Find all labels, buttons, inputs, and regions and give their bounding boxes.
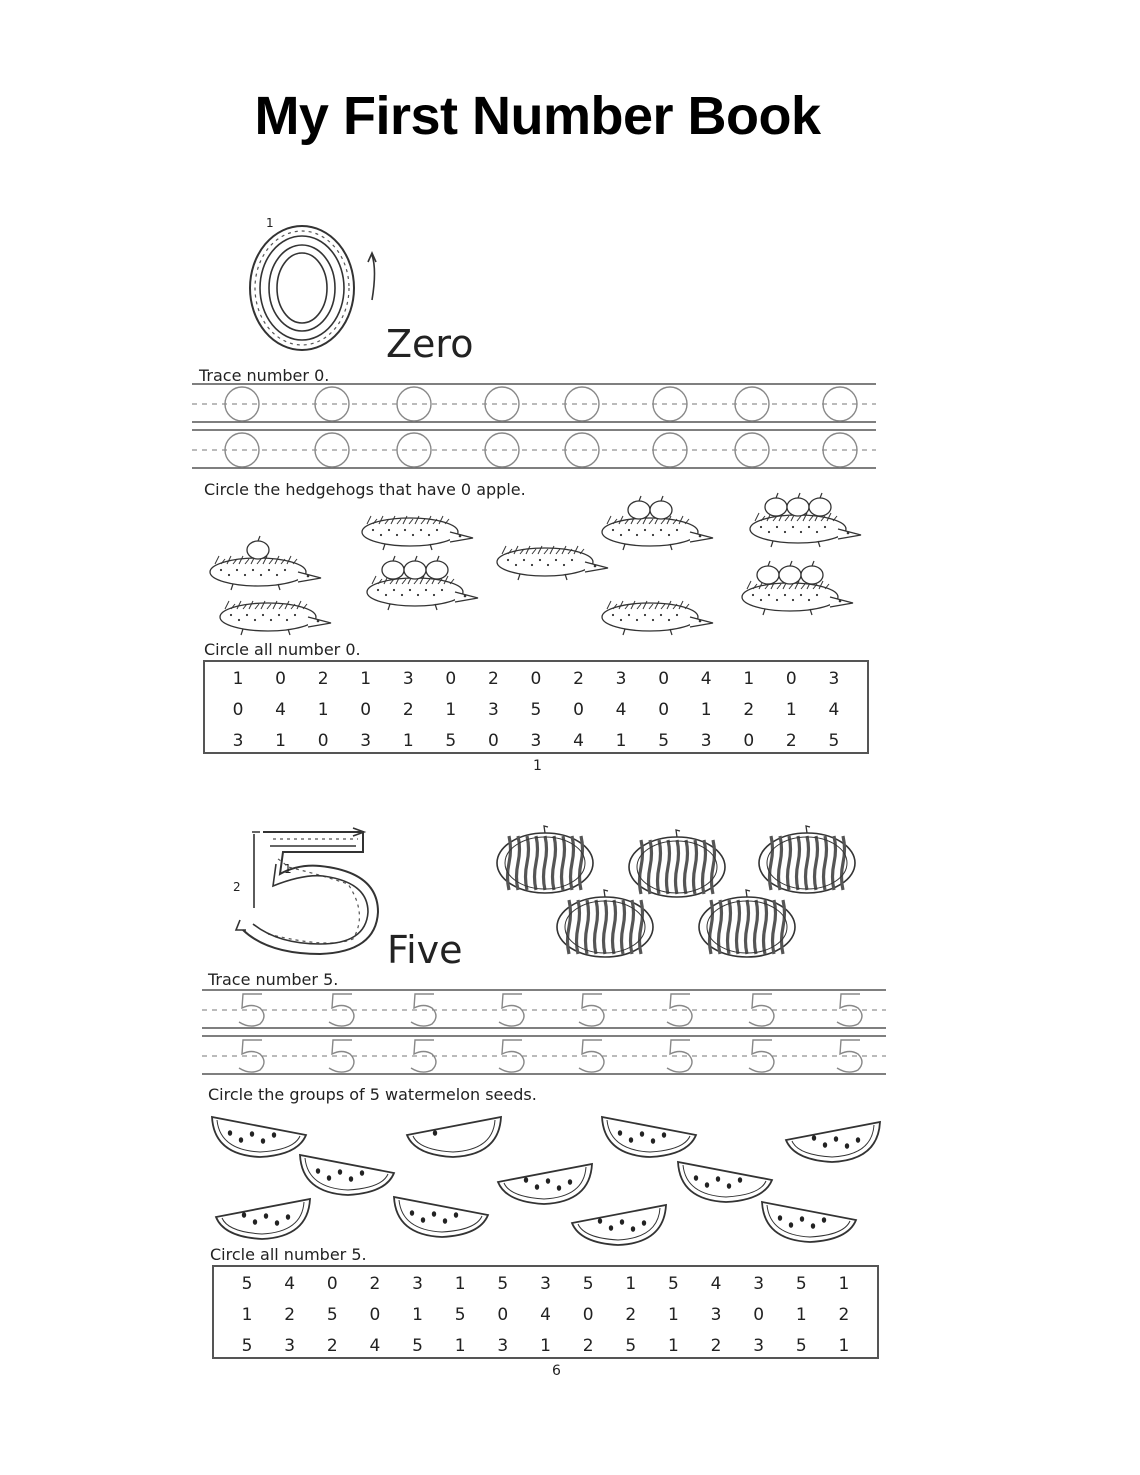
watermelon-slice-icon[interactable] [300, 1155, 394, 1195]
watermelon-slice-icon[interactable] [786, 1122, 880, 1162]
circle-pictures-instruction: Circle the hedgehogs that have 0 apple. [204, 480, 526, 499]
number-grid-cell[interactable]: 5 [326, 1304, 338, 1325]
hedgehog-picture[interactable] [220, 601, 331, 635]
apple-icon [779, 566, 801, 584]
seed-icon [454, 1212, 458, 1218]
apple-icon [787, 498, 809, 516]
number-grid-cell[interactable]: 0 [487, 730, 499, 751]
seed-icon [421, 1217, 425, 1223]
seed-icon [239, 1137, 243, 1143]
seed-icon [631, 1226, 635, 1232]
number-grid-cell[interactable]: 4 [828, 699, 840, 720]
seed-icon [443, 1218, 447, 1224]
circle-numbers-instruction: Circle all number 0. [204, 640, 361, 659]
number-grid-cell[interactable]: 0 [275, 668, 286, 689]
number-grid-cell[interactable]: 5 [497, 1273, 509, 1294]
watermelon-icon [699, 890, 795, 957]
seed-icon [823, 1142, 827, 1148]
number-grid-cell[interactable]: 3 [360, 730, 372, 751]
seed-icon [275, 1220, 279, 1226]
number-grid-cell[interactable]: 3 [828, 668, 840, 689]
number-grid-cell[interactable]: 0 [658, 699, 670, 720]
number-grid-cell[interactable]: 5 [445, 730, 457, 751]
seed-icon [642, 1220, 646, 1226]
watermelon-slice-icon[interactable] [602, 1117, 696, 1157]
watermelon-icon [497, 826, 593, 893]
circle-numbers-instruction: Circle all number 5. [210, 1245, 367, 1264]
seed-icon [242, 1212, 246, 1218]
watermelon-slice-icon[interactable] [572, 1205, 666, 1245]
number-grid-cell[interactable]: 2 [402, 699, 414, 720]
trace-row[interactable] [202, 990, 886, 1028]
book-title: My First Number Book [254, 86, 821, 146]
seed-icon [834, 1136, 838, 1142]
number-grid-cell[interactable]: 2 [785, 730, 797, 751]
number-grid-cell[interactable]: 5 [795, 1273, 807, 1294]
number-grid-cell[interactable]: 2 [326, 1335, 338, 1356]
seed-icon [535, 1184, 539, 1190]
number-grid-cell[interactable]: 1 [625, 1273, 637, 1294]
seed-icon [349, 1176, 353, 1182]
number-grid-cell[interactable]: 4 [615, 699, 627, 720]
apple-icon [247, 541, 269, 559]
number-grid-cell[interactable]: 3 [700, 730, 712, 751]
trace-glyph-zero[interactable] [823, 387, 857, 421]
number-grid-cell[interactable]: 1 [445, 699, 457, 720]
number-grid-cell[interactable]: 1 [667, 1335, 679, 1356]
trace-glyph-five[interactable] [837, 994, 862, 1026]
seed-icon [727, 1183, 731, 1189]
apple-icon [628, 501, 650, 519]
watermelon-icon [759, 826, 855, 893]
number-grid-cell[interactable]: 3 [402, 668, 414, 689]
seed-icon [286, 1214, 290, 1220]
number-grid-row [205, 663, 867, 694]
number-grid-cell[interactable]: 3 [753, 1335, 765, 1356]
number-grid-cell[interactable]: 3 [284, 1335, 296, 1356]
number-grid-cell[interactable]: 4 [700, 668, 712, 689]
digit-zero-outline-icon [222, 220, 392, 360]
seed-icon [410, 1210, 414, 1216]
number-word: Five [387, 928, 463, 972]
watermelon-slice-icon[interactable] [394, 1197, 488, 1237]
hedgehog-picture[interactable] [367, 556, 478, 610]
hedgehog-picture[interactable] [750, 493, 861, 547]
stroke-order-marker: 1 [284, 862, 292, 876]
seed-icon [856, 1137, 860, 1143]
seed-icon [228, 1130, 232, 1136]
watermelon-slice-icon[interactable] [407, 1117, 501, 1157]
seed-icon [557, 1185, 561, 1191]
number-grid-cell[interactable]: 1 [360, 668, 372, 689]
seed-icon [789, 1222, 793, 1228]
trace-practice-area[interactable] [202, 986, 888, 1078]
hedgehog-picture[interactable] [210, 536, 321, 590]
number-grid-cell[interactable]: 3 [530, 730, 542, 751]
stroke-order-marker: 2 [233, 880, 241, 894]
number-grid-cell[interactable]: 3 [753, 1273, 765, 1294]
number-grid-cell[interactable]: 2 [317, 668, 329, 689]
number-grid-row [205, 694, 867, 725]
number-grid-cell[interactable]: 1 [785, 699, 797, 720]
number-grid-cell[interactable]: 0 [360, 699, 372, 720]
watermelon-slice-group [200, 1105, 890, 1245]
watermelon-icon [557, 890, 653, 957]
seed-icon [640, 1131, 644, 1137]
hedgehog-picture[interactable] [602, 496, 713, 550]
trace-glyph-five[interactable] [667, 1040, 692, 1072]
number-grid-cell[interactable]: 3 [615, 668, 627, 689]
number-grid-cell[interactable]: 0 [658, 668, 670, 689]
number-grid-cell[interactable]: 2 [369, 1273, 381, 1294]
apple-icon [382, 561, 404, 579]
number-grid-cell[interactable]: 5 [667, 1273, 679, 1294]
seed-icon [261, 1138, 265, 1144]
number-grid-cell[interactable]: 3 [497, 1335, 509, 1356]
trace-instruction: Trace number 5. [208, 970, 339, 989]
number-grid-cell[interactable]: 2 [573, 668, 584, 689]
number-grid-cell[interactable]: 0 [369, 1304, 381, 1325]
trace-glyph-zero[interactable] [653, 433, 687, 467]
apple-icon [801, 566, 823, 584]
number-grid-cell[interactable]: 1 [743, 668, 755, 689]
apple-icon [757, 566, 779, 584]
number-grid-cell[interactable]: 5 [454, 1304, 466, 1325]
number-grid-cell[interactable]: 2 [284, 1304, 296, 1325]
trace-glyph-five[interactable] [837, 1040, 862, 1072]
seed-icon [716, 1176, 720, 1182]
number-grid-cell[interactable]: 2 [582, 1335, 594, 1356]
seed-icon [338, 1169, 342, 1175]
seed-icon [250, 1131, 254, 1137]
watermelon-slice-icon[interactable] [216, 1199, 310, 1239]
seed-icon [433, 1130, 437, 1136]
number-grid-cell[interactable]: 0 [753, 1304, 765, 1325]
seed-icon [845, 1143, 849, 1149]
number-grid-cell[interactable]: 2 [625, 1304, 637, 1325]
number-grid-cell[interactable]: 1 [667, 1304, 679, 1325]
trace-row[interactable] [202, 1036, 886, 1074]
seed-icon [316, 1168, 320, 1174]
number-grid-cell[interactable]: 1 [454, 1335, 466, 1356]
number-grid-cell[interactable]: 3 [232, 730, 244, 751]
number-grid-cell[interactable]: 1 [232, 668, 244, 689]
number-grid-cell[interactable]: 1 [615, 730, 627, 751]
seed-icon [568, 1179, 572, 1185]
seed-icon [811, 1223, 815, 1229]
seed-icon [618, 1130, 622, 1136]
number-grid-cell[interactable]: 1 [795, 1304, 807, 1325]
apple-icon [650, 501, 672, 519]
watermelon-slice-icon[interactable] [678, 1162, 772, 1202]
number-grid-cell[interactable]: 5 [625, 1335, 637, 1356]
watermelon-slice-icon[interactable] [212, 1117, 306, 1157]
number-grid-cell[interactable]: 1 [275, 730, 286, 751]
seed-icon [360, 1170, 364, 1176]
number-grid [212, 1265, 879, 1359]
number-grid-cell[interactable]: 1 [454, 1273, 466, 1294]
number-grid-cell[interactable]: 4 [284, 1273, 296, 1294]
seed-icon [609, 1225, 613, 1231]
stroke-order-marker: 1 [266, 216, 274, 230]
number-grid-cell[interactable]: 0 [232, 699, 244, 720]
number-grid-cell[interactable]: 4 [369, 1335, 381, 1356]
seed-icon [705, 1182, 709, 1188]
number-grid-cell[interactable]: 1 [402, 730, 414, 751]
number-grid-cell[interactable]: 5 [582, 1273, 594, 1294]
hedgehog-picture[interactable] [497, 546, 608, 580]
apple-icon [426, 561, 448, 579]
trace-glyph-zero[interactable] [823, 433, 857, 467]
number-grid-cell[interactable]: 3 [540, 1273, 551, 1294]
number-grid-cell[interactable]: 0 [497, 1304, 509, 1325]
apple-icon [404, 561, 426, 579]
trace-row[interactable] [192, 384, 876, 422]
trace-row[interactable] [192, 430, 876, 468]
number-grid-cell[interactable]: 1 [241, 1304, 253, 1325]
number-grid-cell[interactable]: 1 [540, 1335, 551, 1356]
seed-icon [620, 1219, 624, 1225]
number-grid-cell[interactable]: 1 [838, 1273, 850, 1294]
watermelon-icon [629, 830, 725, 897]
number-grid-cell[interactable]: 1 [700, 699, 712, 720]
hedgehog-picture-group [195, 495, 885, 645]
circle-pictures-instruction: Circle the groups of 5 watermelon seeds. [208, 1085, 537, 1104]
number-grid-cell[interactable]: 5 [530, 699, 542, 720]
number-grid-cell[interactable]: 2 [838, 1304, 850, 1325]
number-grid-cell[interactable]: 5 [658, 730, 670, 751]
digit-five-outline-icon [228, 824, 398, 964]
watermelon-slice-icon[interactable] [762, 1202, 856, 1242]
seed-icon [546, 1178, 550, 1184]
page-number: 1 [533, 758, 542, 774]
hedgehog-picture[interactable] [742, 561, 853, 615]
number-grid-cell[interactable]: 1 [838, 1335, 850, 1356]
number-grid-cell[interactable]: 0 [326, 1273, 338, 1294]
seed-icon [629, 1137, 633, 1143]
seed-icon [812, 1135, 816, 1141]
number-grid-row [205, 725, 867, 756]
number-grid-cell[interactable]: 4 [573, 730, 584, 751]
number-grid-row [214, 1330, 877, 1361]
number-grid-cell[interactable]: 0 [317, 730, 329, 751]
trace-glyph-zero[interactable] [653, 387, 687, 421]
number-grid-cell[interactable]: 5 [241, 1273, 253, 1294]
number-grid-cell[interactable]: 0 [743, 730, 755, 751]
number-grid-cell[interactable]: 4 [540, 1304, 551, 1325]
number-grid-cell[interactable]: 2 [743, 699, 755, 720]
watermelon-slice-icon[interactable] [498, 1164, 592, 1204]
number-word: Zero [386, 322, 474, 366]
apple-icon [765, 498, 787, 516]
number-grid-cell[interactable]: 1 [412, 1304, 423, 1325]
seed-icon [651, 1138, 655, 1144]
seed-icon [822, 1217, 826, 1223]
seed-icon [524, 1177, 528, 1183]
whole-watermelon-group [490, 825, 870, 965]
number-grid-cell[interactable]: 4 [275, 699, 286, 720]
trace-glyph-five[interactable] [667, 994, 692, 1026]
seed-icon [778, 1215, 782, 1221]
hedgehog-picture[interactable] [362, 516, 473, 550]
seed-icon [662, 1132, 666, 1138]
page-number: 6 [552, 1363, 561, 1379]
seed-icon [264, 1213, 268, 1219]
number-grid-cell[interactable]: 5 [828, 730, 840, 751]
number-grid-cell[interactable]: 0 [785, 668, 797, 689]
number-grid-row [214, 1268, 877, 1299]
number-grid-cell[interactable]: 2 [710, 1335, 722, 1356]
number-grid-cell[interactable]: 0 [530, 668, 542, 689]
trace-practice-area[interactable] [192, 380, 878, 472]
seed-icon [694, 1175, 698, 1181]
number-grid-cell[interactable]: 1 [317, 699, 329, 720]
seed-icon [738, 1177, 742, 1183]
number-grid-cell[interactable]: 3 [412, 1273, 423, 1294]
seed-icon [327, 1175, 331, 1181]
hedgehog-picture[interactable] [602, 601, 713, 635]
number-grid [203, 660, 869, 754]
number-grid-row [214, 1299, 877, 1330]
number-grid-cell[interactable]: 0 [573, 699, 584, 720]
number-grid-cell[interactable]: 4 [710, 1273, 722, 1294]
number-grid-cell[interactable]: 2 [487, 668, 499, 689]
trace-instruction: Trace number 0. [199, 366, 330, 385]
number-grid-cell[interactable]: 5 [241, 1335, 253, 1356]
seed-icon [432, 1211, 436, 1217]
number-grid-cell[interactable]: 3 [487, 699, 499, 720]
number-grid-cell[interactable]: 0 [582, 1304, 594, 1325]
seed-icon [272, 1132, 276, 1138]
number-grid-cell[interactable]: 5 [412, 1335, 423, 1356]
number-grid-cell[interactable]: 5 [795, 1335, 807, 1356]
apple-icon [809, 498, 831, 516]
seed-icon [253, 1219, 257, 1225]
seed-icon [800, 1216, 804, 1222]
number-grid-cell[interactable]: 3 [710, 1304, 722, 1325]
number-grid-cell[interactable]: 0 [445, 668, 457, 689]
seed-icon [598, 1218, 602, 1224]
